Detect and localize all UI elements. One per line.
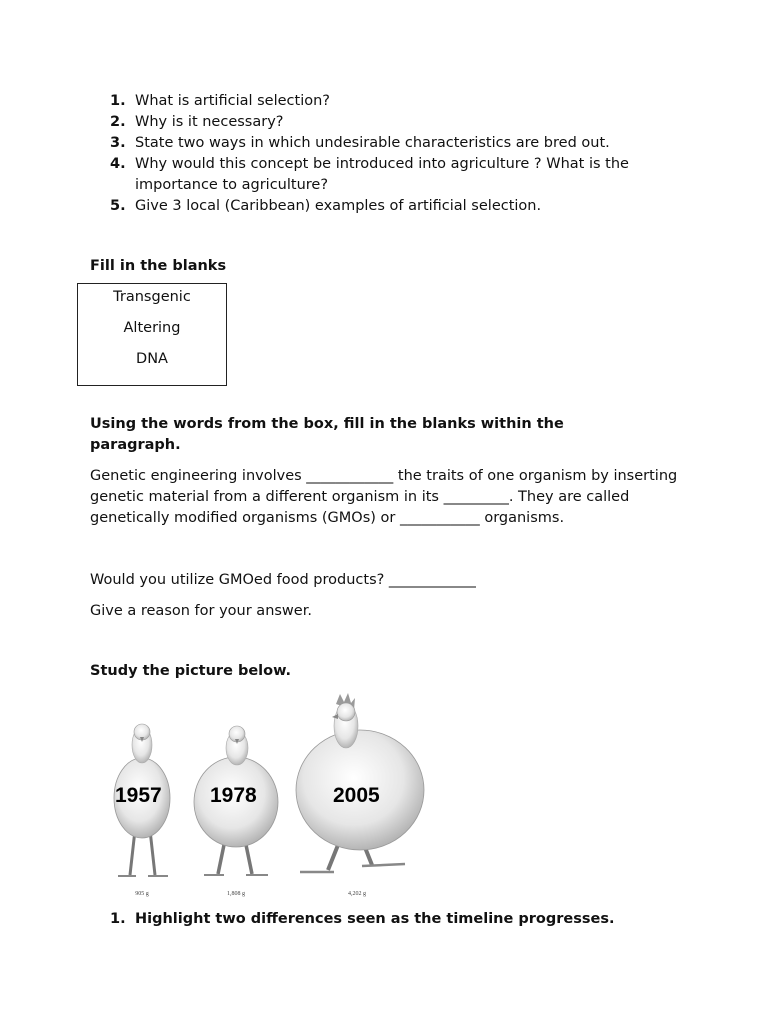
chicken-2005 [296,693,424,872]
question-item [110,133,690,154]
question-number: 5. [110,198,126,214]
word-box-item: Altering [123,320,181,336]
instruction-heading: Using the words from the box, fill in the blanks within the paragraph. [90,416,564,453]
gmo-question: Would you utilize GMOed food products? ____________ [90,572,476,588]
question-number: 1. [110,93,126,109]
fill-blanks-heading: Fill in the blanks [90,258,227,274]
question-list [110,91,690,217]
chicken-growth-picture [100,690,440,905]
study-picture-heading: Study the picture below. [90,663,292,679]
question-text: Highlight two differences seen as the timeline progresses. [135,911,615,927]
question-text: Why would this concept be introduced into agriculture ? What is the importance to agriculture? [135,156,629,193]
weight-label: 1,808 g [227,891,245,897]
word-box-item: DNA [136,351,168,367]
question-item [110,196,690,217]
question-number: 2. [110,114,126,130]
question-text: Give 3 local (Caribbean) examples of artificial selection. [135,198,542,214]
fill-paragraph: Genetic engineering involves ____________ the traits of one organism by inserting genetic material from a different organism in its _________. They are called genetically modified organisms (GMOs) or ___________ organisms. [90,468,678,526]
followup-question-item [110,909,614,930]
reason-prompt: Give a reason for your answer. [90,603,312,619]
question-text: What is artificial selection? [135,93,330,109]
question-number: 4. [110,156,126,172]
question-text: State two ways in which undesirable characteristics are bred out. [135,135,610,151]
weight-label: 4,202 g [348,891,366,897]
word-box [77,283,227,386]
question-item [110,154,690,196]
weight-label: 905 g [135,891,149,897]
year-label-1957: 1957 [115,784,162,807]
question-item [110,91,690,112]
question-number: 3. [110,135,126,151]
question-text: Why is it necessary? [135,114,284,130]
year-label-1978: 1978 [210,784,257,807]
question-item [110,112,690,133]
followup-question-list [110,909,614,930]
word-box-item: Transgenic [113,289,191,305]
year-label-2005: 2005 [333,784,380,807]
question-number: 1. [110,911,126,927]
